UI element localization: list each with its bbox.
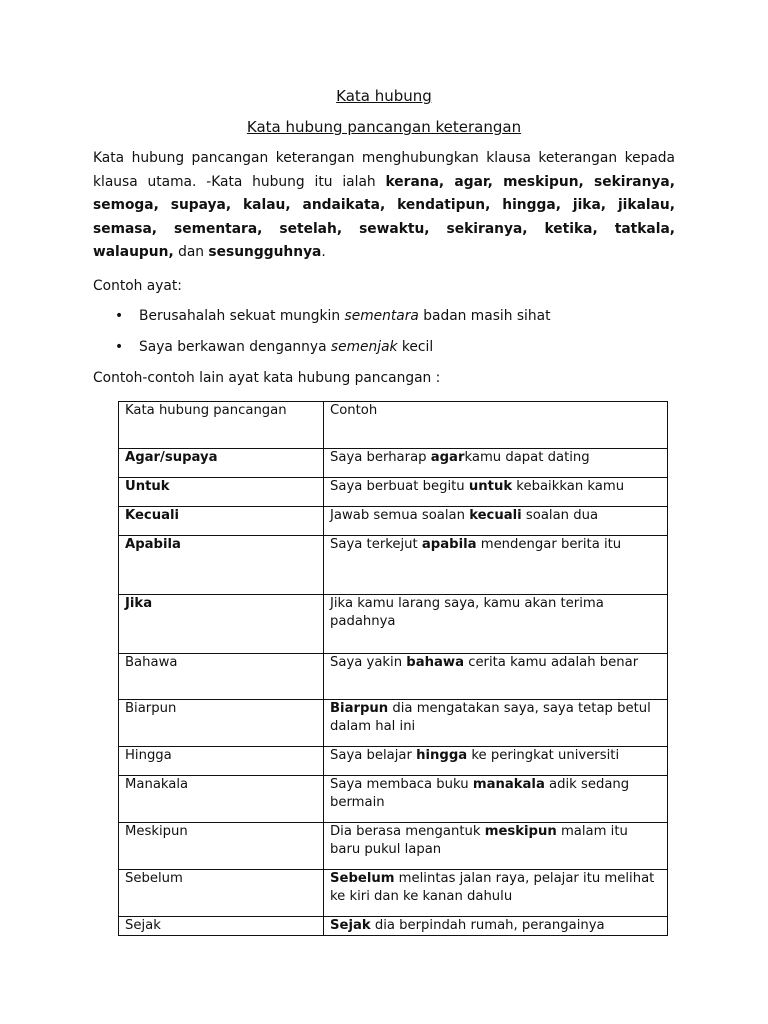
word-cell: Untuk	[119, 478, 324, 507]
word-cell: Sebelum	[119, 870, 324, 917]
bullet-icon: •	[115, 339, 124, 355]
highlighted-word: manakala	[472, 777, 545, 792]
highlighted-word: untuk	[468, 479, 513, 494]
table-row	[119, 700, 668, 747]
table-row	[119, 507, 668, 536]
table-row	[119, 747, 668, 776]
example-cell: Saya terkejut apabila mendengar berita itu	[324, 536, 668, 595]
intro-last-word: sesungguhnya	[208, 244, 322, 261]
header-cell: Kata hubung pancangan	[119, 402, 324, 449]
highlighted-word: kecuali	[469, 508, 522, 523]
page-title: Kata hubung	[336, 87, 432, 105]
table-row	[119, 536, 668, 595]
highlighted-word: apabila	[421, 537, 477, 552]
example-cell: Sebelum melintas jalan raya, pelajar itu melihat ke kiri dan ke kanan dahulu	[324, 870, 668, 917]
table-row	[119, 478, 668, 507]
section-title: Kata hubung pancangan keterangan	[246, 118, 522, 136]
example-cell: Dia berasa mengantuk meskipun malam itu baru pukul lapan	[324, 823, 668, 870]
highlighted-word: hingga	[416, 748, 468, 763]
example-cell: Saya berharap agarkamu dapat dating	[324, 449, 668, 478]
bullet-icon: •	[115, 308, 124, 324]
word-cell: Apabila	[119, 536, 324, 595]
example-cell: Saya belajar hingga ke peringkat universiti	[324, 747, 668, 776]
example-cell: Jawab semua soalan kecuali soalan dua	[324, 507, 668, 536]
table-row	[119, 595, 668, 654]
highlighted-word: meskipun	[484, 824, 557, 839]
highlighted-word: agar	[430, 450, 465, 465]
word-cell: Biarpun	[119, 700, 324, 747]
list-item: • Berusahalah sekuat mungkin sementara badan masih sihat	[115, 308, 551, 324]
example-cell: Jika kamu larang saya, kamu akan terima padahnya	[324, 595, 668, 654]
word-cell: Meskipun	[119, 823, 324, 870]
word-cell: Bahawa	[119, 654, 324, 700]
example-cell: Saya berbuat begitu untuk kebaikkan kamu	[324, 478, 668, 507]
table-row	[119, 823, 668, 870]
table-row	[119, 917, 668, 936]
examples-table	[118, 401, 668, 936]
table-header-row	[119, 402, 668, 449]
word-cell: Agar/supaya	[119, 449, 324, 478]
example-cell: Biarpun dia mengatakan saya, saya tetap betul dalam hal ini	[324, 700, 668, 747]
header-cell: Contoh	[324, 402, 668, 449]
intro-end: .	[321, 244, 326, 261]
word-cell: Manakala	[119, 776, 324, 823]
example-cell: Sejak dia berpindah rumah, perangainya	[324, 917, 668, 936]
word-cell: Jika	[119, 595, 324, 654]
example-cell: Saya membaca buku manakala adik sedang bermain	[324, 776, 668, 823]
table-intro: Contoh-contoh lain ayat kata hubung pancangan :	[93, 370, 441, 386]
intro-dan: dan	[173, 244, 209, 261]
example-label: Contoh ayat:	[93, 278, 182, 294]
intro-lead: Kata hubung pancangan keterangan menghubungkan klausa keterangan kepada klausa utama. -Kata hubung itu ialah	[93, 150, 675, 190]
table-row	[119, 776, 668, 823]
highlighted-word: Sebelum	[330, 871, 395, 886]
intro-words: kerana, agar, meskipun, sekiranya, semoga, supaya, kalau, andaikata, kendatipun, hingga, jika, jikalau, semasa, sementara, setelah, sewaktu, sekiranya, ketika, tatkala, walaupun,	[93, 173, 675, 261]
intro-paragraph	[93, 147, 675, 265]
word-cell: Kecuali	[119, 507, 324, 536]
word-cell: Hingga	[119, 747, 324, 776]
table-row	[119, 449, 668, 478]
word-cell: Sejak	[119, 917, 324, 936]
example-cell: Saya yakin bahawa cerita kamu adalah benar	[324, 654, 668, 700]
highlighted-word: Biarpun	[330, 701, 389, 716]
table-row	[119, 870, 668, 917]
table-row	[119, 654, 668, 700]
list-item: • Saya berkawan dengannya semenjak kecil	[115, 339, 434, 355]
highlighted-word: bahawa	[406, 655, 464, 670]
highlighted-word: Sejak	[330, 918, 371, 933]
